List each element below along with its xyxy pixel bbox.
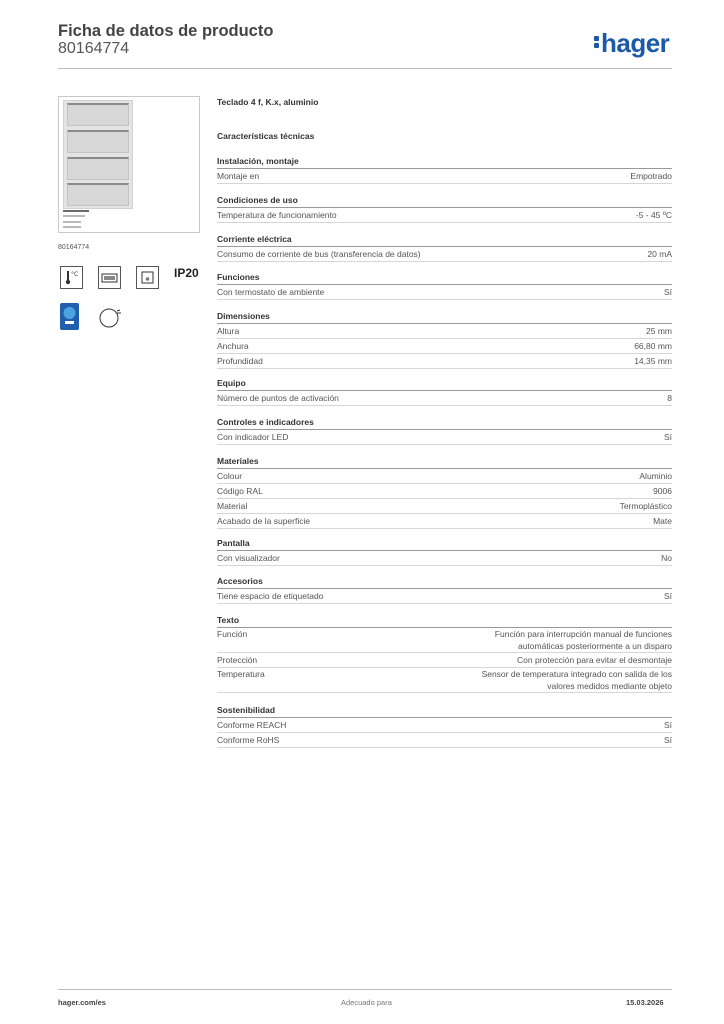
spec-value: Sí	[663, 432, 672, 442]
section-title: Materiales	[217, 454, 672, 469]
spec-row	[217, 514, 672, 529]
spec-value: Termoplástico	[619, 501, 672, 511]
spec-label: Con termostato de ambiente	[217, 287, 325, 297]
section-equipment	[217, 376, 672, 406]
footer-divider	[58, 989, 672, 990]
product-image	[63, 100, 133, 209]
spec-row	[217, 718, 672, 733]
spec-row	[217, 247, 672, 262]
spec-value-line: Sensor de temperatura integrado con salida de los	[481, 669, 672, 679]
spec-value: 25 mm	[646, 326, 672, 336]
section-materials	[217, 454, 672, 529]
spec-row	[217, 469, 672, 484]
sensor-icon	[136, 266, 159, 289]
spec-value: 9006	[653, 486, 672, 496]
spec-value: 14,35 mm	[634, 356, 672, 366]
spec-value: Empotrado	[630, 171, 672, 181]
spec-label: Profundidad	[217, 356, 263, 366]
thermometer-celsius-icon	[60, 266, 83, 289]
spec-label: Protección	[217, 655, 258, 665]
spec-label: Temperatura de funcionamiento	[217, 210, 337, 220]
section-title: Accesorios	[217, 574, 672, 589]
footer-suitable-for: Adecuado para	[341, 998, 392, 1007]
spec-label: Acabado de la superficie	[217, 516, 311, 526]
spec-value: 66,80 mm	[634, 341, 672, 351]
spec-row	[217, 653, 672, 668]
document-title: Ficha de datos de producto	[58, 22, 274, 40]
spec-value: Sí	[663, 735, 672, 745]
spec-label: Montaje en	[217, 171, 260, 181]
section-conditions	[217, 193, 672, 223]
section-functions	[217, 270, 672, 300]
spec-row	[217, 339, 672, 354]
spec-value: Sí	[663, 591, 672, 601]
spec-label: Código RAL	[217, 486, 263, 496]
spec-label: Consumo de corriente de bus (transferencia de datos)	[217, 249, 421, 259]
spec-label: Con visualizador	[217, 553, 280, 563]
spec-row	[217, 324, 672, 339]
section-title: Dimensiones	[217, 309, 672, 324]
section-dimensions	[217, 309, 672, 369]
section-installation	[217, 154, 672, 184]
spec-value: No	[661, 553, 672, 563]
svg-text:°C: °C	[71, 271, 79, 278]
section-title: Equipo	[217, 376, 672, 391]
key-button-2	[67, 130, 129, 153]
header-divider	[58, 68, 672, 69]
spec-value	[495, 629, 672, 652]
section-sustainability	[217, 703, 672, 748]
spec-row	[217, 391, 672, 406]
spec-label: Función	[217, 629, 248, 639]
section-title: Condiciones de uso	[217, 193, 672, 208]
spec-value	[482, 669, 672, 692]
product-title: Teclado 4 f, K.x, aluminio	[217, 97, 319, 107]
spec-value-line: automáticas posteriormente a un disparo	[517, 640, 672, 651]
section-accessories	[217, 574, 672, 604]
spec-row	[217, 668, 672, 693]
section-display	[217, 536, 672, 566]
spec-row	[217, 499, 672, 514]
spec-value-line: Función para interrupción manual de funciones	[494, 629, 672, 639]
section-title: Sostenibilidad	[217, 703, 672, 718]
section-title: Texto	[217, 613, 672, 628]
section-title: Funciones	[217, 270, 672, 285]
spec-row	[217, 551, 672, 566]
spec-row	[217, 484, 672, 499]
product-code-label: 80164774	[58, 244, 90, 251]
spec-label: Conforme RoHS	[217, 735, 280, 745]
knx-bus-icon	[98, 305, 123, 330]
spec-row	[217, 733, 672, 748]
key-button-1	[67, 103, 129, 126]
legend-line	[63, 215, 85, 217]
section-text	[217, 613, 672, 693]
section-title: Controles e indicadores	[217, 415, 672, 430]
spec-label: Conforme REACH	[217, 720, 287, 730]
legend-line	[63, 221, 81, 223]
footer-website-link[interactable]: hager.com/es	[58, 998, 106, 1007]
spec-label: Anchura	[217, 341, 249, 351]
section-title: Corriente eléctrica	[217, 232, 672, 247]
spec-label: Con indicador LED	[217, 432, 289, 442]
spec-row	[217, 169, 672, 184]
logo-dots-icon	[594, 34, 599, 50]
section-controls	[217, 415, 672, 445]
sustainability-badge-icon	[60, 303, 79, 330]
ip20-badge: IP20	[174, 266, 199, 280]
spec-value: Sí	[663, 287, 672, 297]
spec-value: -5 - 45 ºC	[635, 210, 672, 220]
spec-row	[217, 208, 672, 223]
spec-row	[217, 628, 672, 653]
display-panel-icon	[98, 266, 121, 289]
spec-value: 8	[667, 393, 672, 403]
spec-label: Colour	[217, 471, 243, 481]
section-title: Pantalla	[217, 536, 672, 551]
section-title: Instalación, montaje	[217, 154, 672, 169]
spec-label: Altura	[217, 326, 240, 336]
spec-value: Con protección para evitar el desmontaje	[517, 655, 672, 665]
spec-label: Material	[217, 501, 248, 511]
key-button-4	[67, 183, 129, 206]
section-electric-current	[217, 232, 672, 262]
legend-line	[63, 226, 81, 228]
spec-row	[217, 430, 672, 445]
spec-value: 20 mA	[647, 249, 672, 259]
spec-value-line: valores medidos mediante objeto	[547, 680, 672, 691]
product-image-box	[58, 96, 200, 233]
hager-logo[interactable]	[594, 28, 669, 59]
spec-label: Tiene espacio de etiquetado	[217, 591, 324, 601]
spec-value: Aluminio	[639, 471, 672, 481]
spec-label: Número de puntos de activación	[217, 393, 339, 403]
spec-row	[217, 589, 672, 604]
technical-characteristics-heading: Características técnicas	[217, 131, 315, 141]
spec-value: Sí	[663, 720, 672, 730]
spec-row	[217, 354, 672, 369]
key-button-3	[67, 157, 129, 180]
footer-date: 15.03.2026	[626, 998, 664, 1007]
logo-text: hager	[601, 28, 670, 58]
product-number: 80164774	[58, 40, 130, 57]
spec-row	[217, 285, 672, 300]
spec-label: Temperatura	[217, 669, 265, 679]
legend-line	[63, 210, 89, 212]
spec-value: Mate	[653, 516, 672, 526]
